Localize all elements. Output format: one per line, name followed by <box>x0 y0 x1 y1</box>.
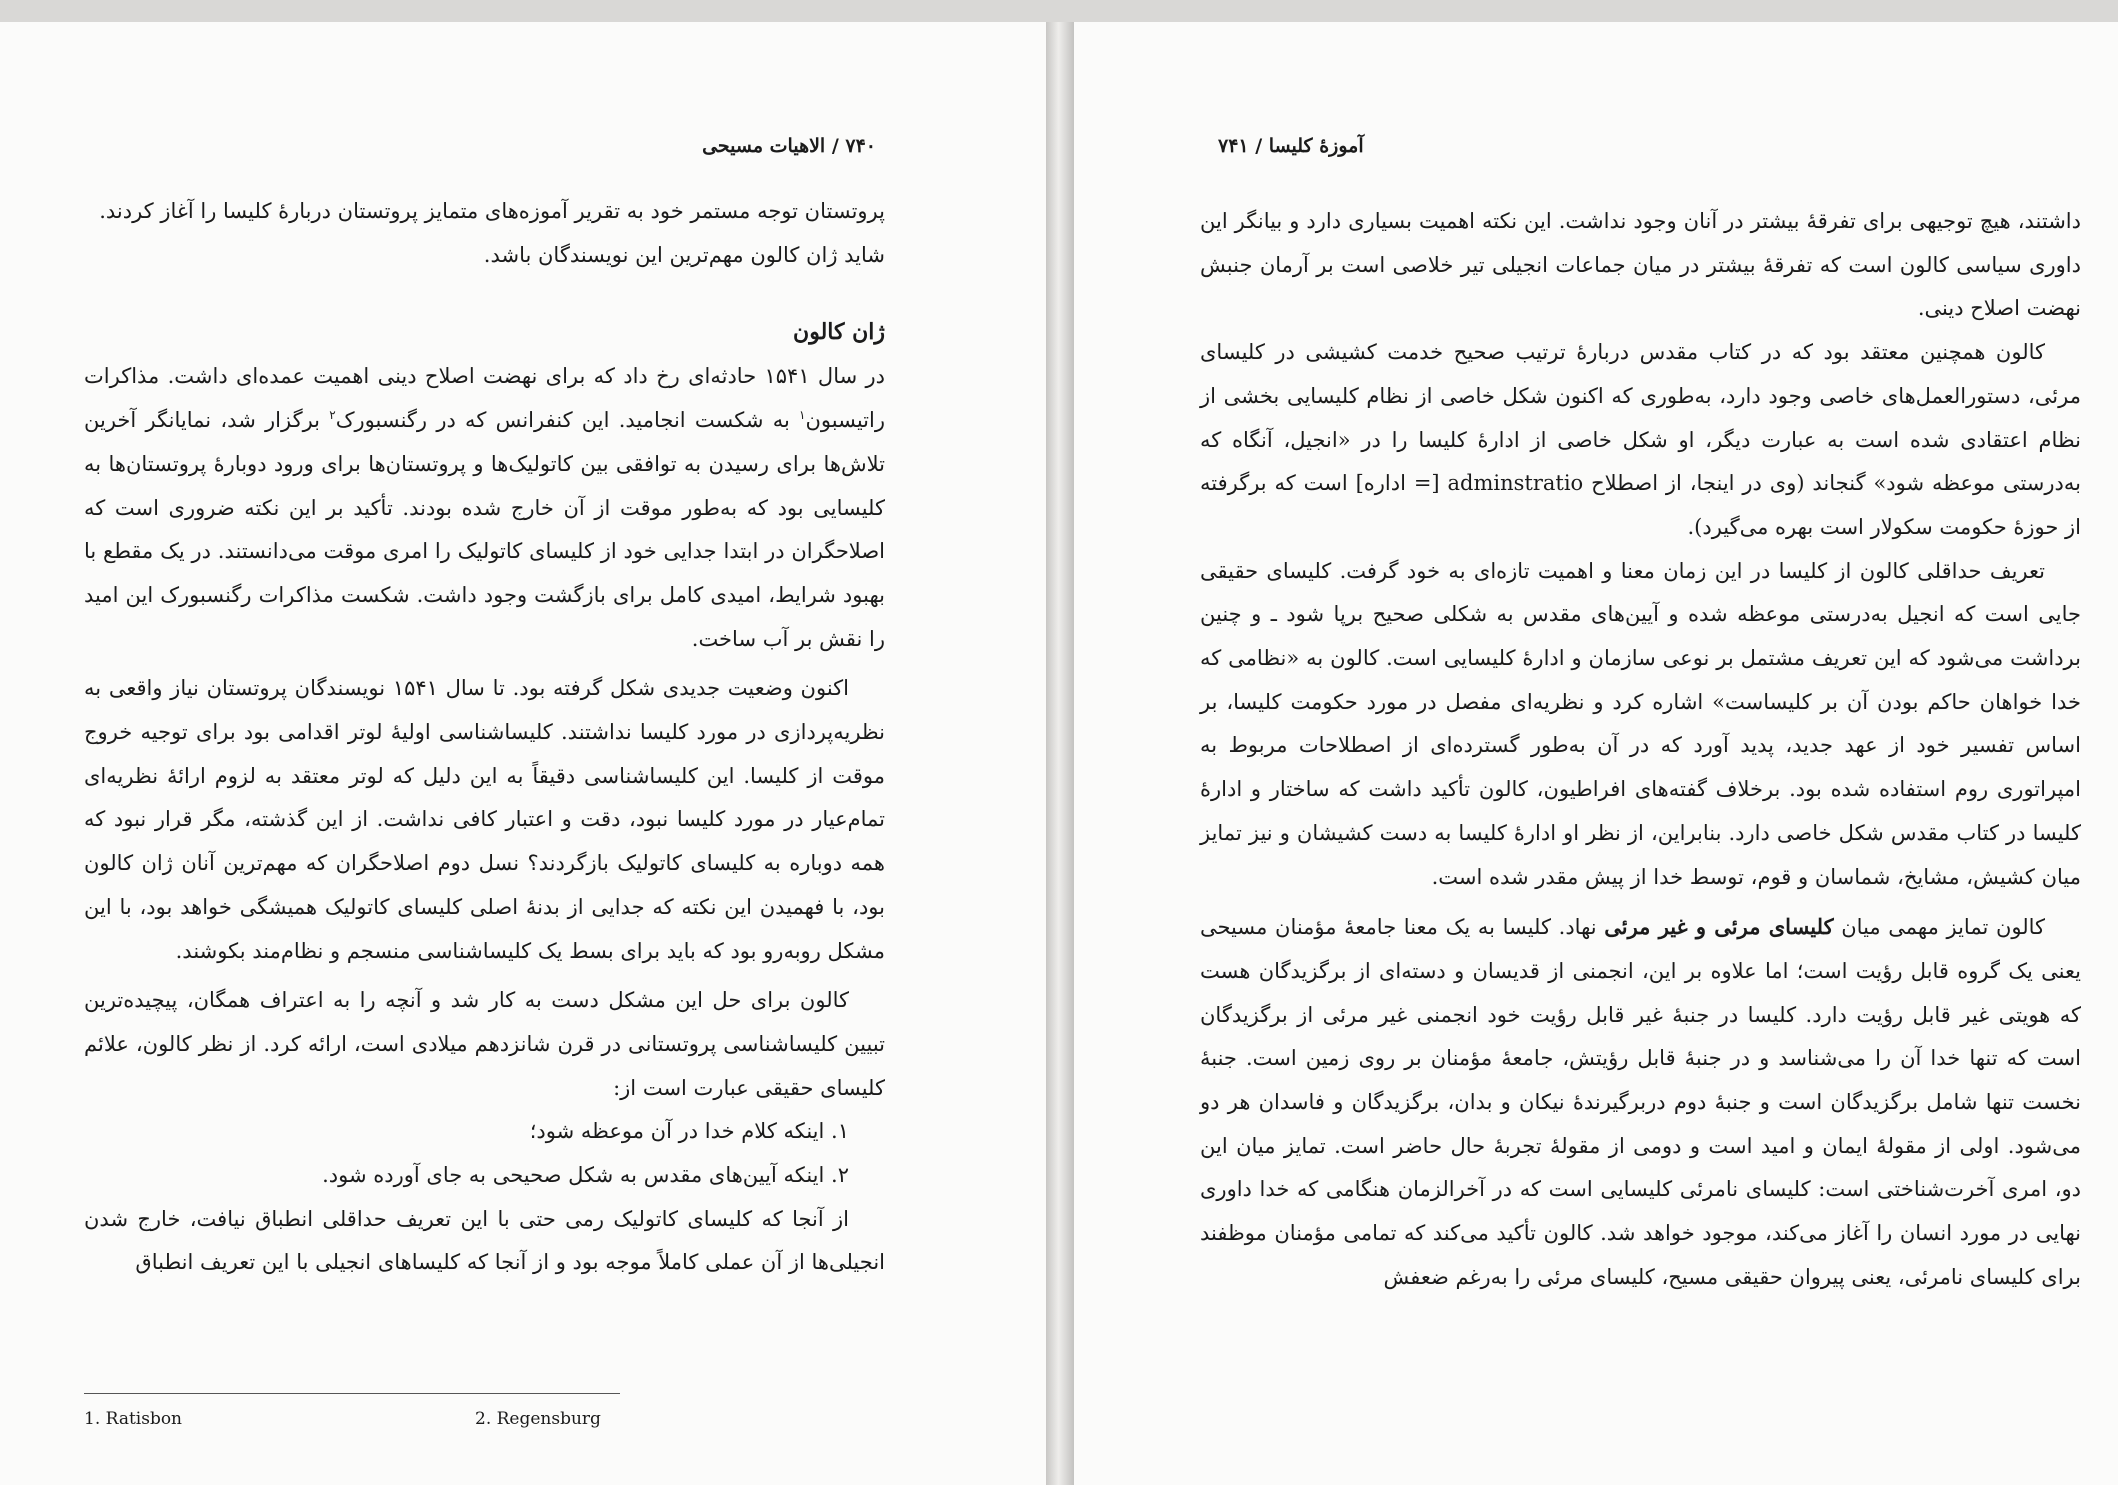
list-item: ۲. اینکه آیین‌های مقدس به شکل صحیحی به جای آورده شود. <box>322 1163 849 1188</box>
footnote-ref: ۲ <box>329 408 336 423</box>
intro-line-1: پروتستان توجه مستمر خود به تقریر آموزه‌های متمایز پروتستان دربارهٔ کلیسا را آغاز کردند. <box>99 199 885 223</box>
paragraph <box>1200 905 2081 1299</box>
text-run: در سال ۱۵۴۱ حادثه‌ای رخ داد که برای نهضت اصلاح دینی اهمیت عمده‌ای داشت. مذاکرات راتیسبون <box>84 364 885 433</box>
paragraph: داشتند، هیچ توجیهی برای تفرقهٔ بیشتر در آنان وجود نداشت. این نکته اهمیت بسیاری دارد و بیانگر این داوری سیاسی کالون است که تفرقهٔ بیشتر در میان جماعات انجیلی تیر خلاصی است بر آرمان جنبش نهضت اصلاح دینی. <box>1200 209 2081 321</box>
book-gutter <box>1046 22 1074 1485</box>
paragraph: کالون برای حل این مشکل دست به کار شد و آنچه را به اعتراف همگان، پیچیده‌ترین تبیین کلیساشناسی پروتستانی در قرن شانزدهم میلادی است، ارائه کرد. از نظر کالون، علائم کلیسای حقیقی عبارت است از: <box>84 988 885 1100</box>
section-title: ژان کالون <box>793 319 885 346</box>
bold-term: کلیسای مرئی و غیر مرئی <box>1604 914 1834 940</box>
paragraph <box>84 355 885 661</box>
left-page <box>0 22 1046 1485</box>
paragraph: از آنجا که کلیسای کاتولیک رمی حتی با این تعریف حداقلی انطباق نیافت، خارج شدن انجیلی‌ها از آن عملی کاملاً موجه بود و از آنجا که کلیساهای انجیلی با این تعریف انطباق <box>84 1206 885 1275</box>
paragraph: تعریف حداقلی کالون از کلیسا در این زمان معنا و اهمیت تازه‌ای به خود گرفت. کلیسای حقیقی جایی است که انجیل به‌درستی موعظه شده و آیین‌های مقدس به شکلی صحیح برپا شود ـ و چنین برداشت می‌شود که این تعریف مشتمل بر نوعی سازمان و ادارهٔ کلیسایی است. کالون به «نظامی که خدا خواهان حاکم بودن آن بر کلیساست» اشاره کرد و نظریه‌ای مفصل در مورد حکومت کلیسا، بر اساس تفسیر خود از عهد جدید، پدید آورد که در آن به‌طور گسترده‌ای از اصطلاحات مربوط به امپراتوری روم استفاده شده بود. برخلاف گفته‌های افراطیون، کالون تأکید داشت که ساختار و ادارهٔ کلیسا در کتاب مقدس شکل خاصی دارد. بنابراین، از نظر او ادارهٔ کلیسا به دست کشیشان و نیز تمایز میان کشیش، مشایخ، شماسان و قوم، توسط خدا از پیش مقدر شده است. <box>1200 558 2081 889</box>
page-body <box>1200 200 2081 1300</box>
text-run: کالون همچنین معتقد بود که در کتاب مقدس دربارهٔ ترتیب صحیح خدمت کشیشی در کلیسای مرئی، دستورالعمل‌های خاصی وجود دارد، به‌طوری که اکنون شکل خاصی از نظام کلیسایی بخشی از نظام اعتقادی شده است به عبارت دیگر، او شکل خاصی از ادارهٔ کلیسا را در «انجیل، آنگاه که به‌درستی موعظه شود» گنجاند (وی در اینجا، از اصطلاح <box>1200 340 2081 496</box>
text-run: نهاد. کلیسا به یک معنا جامعهٔ مؤمنان مسیحی یعنی یک گروه قابل رؤیت است؛ اما علاوه بر این، انجمنی از قدیسان و دسته‌ای از برگزیدگان هست که هویتی غیر قابل رؤیت دارد. کلیسا در جنبهٔ غیر قابل رؤیت خود انجمنی غیر مرئی از برگزیدگان است که تنها خدا آن را می‌شناسد و در جنبهٔ قابل رؤیتش، جامعهٔ مؤمنان بر روی زمین است. جنبهٔ نخست تنها شامل برگزیدگان است و جنبهٔ دوم دربرگیرندهٔ نیکان و بدان، برگزیدگان و فاسدان هر دو می‌شود. اولی از مقولهٔ ایمان و امید است و دومی از مقولهٔ تجربهٔ حال حاضر است. تمایز میان این دو، امری آخرت‌شناختی است: کلیسای نامرئی کلیسایی است که در آخرالزمان هنگامی که خدا داوری نهایی در مورد انسان را آغاز می‌کند، موجود خواهد شد. کالون تأکید می‌کند که تمامی مؤمنان موظفند برای کلیسای نامرئی، یعنی پیروان حقیقی مسیح، کلیسای مرئی را به‌رغم ضعفش <box>1200 915 2081 1289</box>
paragraph: اکنون وضعیت جدیدی شکل گرفته بود. تا سال ۱۵۴۱ نویسندگان پروتستان نیاز واقعی به نظریه‌پردازی در مورد کلیسا نداشتند. کلیساشناسی اولیهٔ لوتر اقدامی بود برای توجیه خروج موقت از کلیسا. این کلیساشناسی دقیقاً به این دلیل که لوتر معتقد به لزوم ارائهٔ نظریه‌ای تمام‌عیار در مورد کلیسا نبود، دقت و اعتبار کافی نداشت. از این گذشته، مگر قرار نبود که همه دوباره به کلیسای کاتولیک بازگردند؟ نسل دوم اصلاحگران که مهم‌ترین آنان ژان کالون بود، با فهمیدن این نکته که جدایی از بدنهٔ اصلی کلیسای کاتولیک همیشگی خواهد بود، با این مشکل روبه‌رو بود که باید برای بسط یک کلیساشناسی منسجم و نظام‌مند بکوشند. <box>84 676 885 963</box>
running-header: ۷۴۰ / الاهیات مسیحی <box>702 135 876 157</box>
footnote: 1. Ratisbon <box>84 1409 183 1429</box>
paragraph <box>1200 331 2081 550</box>
text-run: به شکست انجامید. این کنفرانس که در رگنسبورک <box>335 408 800 433</box>
page-body <box>84 190 885 1285</box>
latin-term: adminstratio <box>1447 471 1584 496</box>
running-header: آموزهٔ کلیسا / ۷۴۱ <box>1218 135 1364 157</box>
text-run: کالون تمایز مهمی میان <box>1833 915 2046 940</box>
list-item: ۱. اینکه کلام خدا در آن موعظه شود؛ <box>529 1119 849 1144</box>
intro-line-2: شاید ژان کالون مهم‌ترین این نویسندگان باشد. <box>483 242 885 267</box>
footnote: 2. Regensburg <box>475 1409 601 1429</box>
footnote-ref: ۱ <box>799 408 806 423</box>
text-run: [= اداره] است که برگرفته از حوزهٔ حکومت سکولار است بهره می‌گیرد). <box>1200 471 2081 539</box>
right-page <box>1074 22 2118 1485</box>
text-run: برگزار شد، نمایانگر آخرین تلاش‌ها برای رسیدن به توافقی بین کاتولیک‌ها و پروتستان‌ها برای ورود دوبارهٔ پروتستان‌ها به کلیسایی بود که به‌طور موقت از آن خارج شده بودند. تأکید بر این نکته ضروری است که اصلاحگران در ابتدا جدایی خود از کلیسای کاتولیک را امری موقت می‌دانستند. در یک مقطع با بهبود شرایط، امیدی کامل برای بازگشت وجود داشت. شکست مذاکرات رگنسبورک این امید را نقش بر آب ساخت. <box>84 408 885 651</box>
footnote-rule <box>84 1393 620 1394</box>
